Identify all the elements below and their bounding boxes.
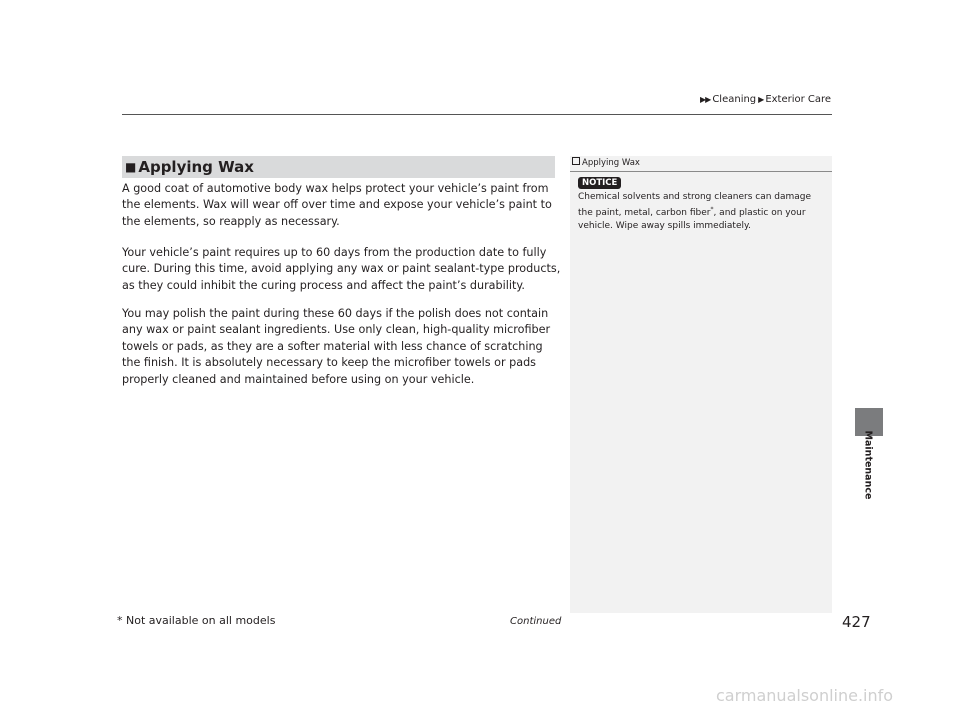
body-paragraph-3	[122, 306, 562, 388]
body-paragraph-1	[122, 181, 562, 230]
watermark: carmanualsonline.info	[716, 686, 894, 705]
side-notes-panel	[570, 156, 832, 613]
continued-label: Continued	[510, 616, 562, 627]
breadcrumb-exterior-care[interactable]: Exterior Care	[765, 94, 832, 105]
reference-icon	[572, 157, 580, 165]
side-notes-header	[570, 156, 832, 172]
breadcrumb-separator-icon: ▶	[758, 95, 764, 104]
page-number: 427	[842, 613, 871, 631]
breadcrumb-arrow-icon: ▶▶	[700, 95, 711, 104]
notice-text-part-1: Chemical solvents and strong cleaners can damage the paint, metal, carbon fiber	[578, 192, 812, 218]
breadcrumb-cleaning[interactable]: Cleaning	[712, 94, 757, 105]
side-notes-title-text[interactable]: Applying Wax	[582, 158, 640, 168]
notice-badge: NOTICE	[578, 177, 621, 189]
chapter-tab-label	[838, 430, 898, 500]
notice-footnote-marker: *	[710, 205, 714, 213]
breadcrumb	[700, 94, 831, 105]
section-heading-bar	[122, 156, 555, 178]
paragraph-text: You may polish the paint during these 60 days if the polish does not contain any wax or paint sealant ingredients. Use only clean, high-quality microfiber towels or pads, as they are a softer material with less chance of scratching the finish. It is absolutely necessary to keep the microfiber towels or pads properly cleaned and maintained before using on your vehicle.	[122, 307, 551, 386]
body-paragraph-2	[122, 245, 562, 294]
section-square-icon: ■	[125, 160, 137, 174]
section-title	[125, 156, 254, 178]
header-rule	[122, 114, 832, 115]
notice-text-part-2: , and plastic on your vehicle. Wipe away spills immediately.	[578, 207, 806, 231]
chapter-tab-text[interactable]: Maintenance	[862, 430, 874, 500]
paragraph-text: A good coat of automotive body wax helps protect your vehicle’s paint from the elements. Wax will wear off over time and expose your vehicle’s paint to the elements, so reapply as necessary.	[122, 182, 552, 228]
footnote: * Not available on all models	[117, 614, 276, 627]
side-notes-title	[572, 157, 640, 168]
paragraph-text: Your vehicle’s paint requires up to 60 days from the production date to fully cure. During this time, avoid applying any wax or paint sealant-type products, as they could inhibit the curing process and affect the paint’s durability.	[122, 246, 561, 292]
notice-text	[578, 191, 828, 232]
section-title-text: Applying Wax	[138, 158, 254, 176]
